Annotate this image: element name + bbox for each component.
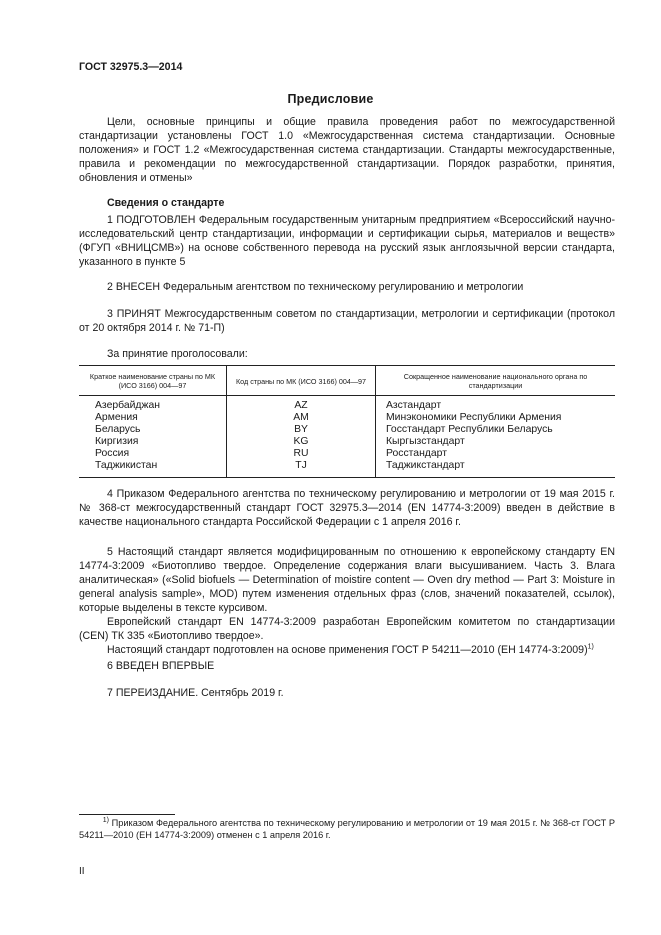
table-header-row (79, 366, 615, 396)
table-cell-body: Таджикстандарт (376, 460, 616, 478)
table-cell-country: Азербайджан (95, 400, 160, 411)
table-row (79, 396, 615, 413)
table-cell-code: BY (227, 424, 376, 436)
table-row (79, 460, 615, 478)
table-header-code: Код страны по МК (ИСО 3166) 004—97 (227, 366, 376, 396)
table-cell-country: Армения (95, 412, 138, 423)
item-3-text: 3 ПРИНЯТ Межгосударственным советом по стандартизации, метрологии и сертификации (протокол от 20 октября 2014 г. № 71-П) (79, 308, 615, 334)
table-cell-code: AM (227, 412, 376, 424)
table-cell-body: Азстандарт (386, 400, 442, 411)
item-1 (79, 213, 615, 269)
voting-table (79, 365, 615, 478)
table-cell-country: Беларусь (95, 424, 141, 435)
table-header-country: Краткое наименование страны по МК (ИСО 3166) 004—97 (79, 366, 227, 396)
item-1-text: 1 ПОДГОТОВЛЕН Федеральным государственным унитарным предприятием «Всероссийский научно-исследовательский центр стандартизации, информации и сертификации сырья, материалов и веществ» (ФГУП «ВНИЦСМВ») на основе собственного перевода на русский язык англоязычной версии стандарта, указанного в пункте 5 (79, 214, 615, 268)
table-cell-country: Киргизия (95, 436, 139, 447)
footnote-marker: 1) (102, 816, 109, 824)
table-row (79, 448, 615, 460)
section-heading: Сведения о стандарте (107, 197, 225, 209)
item-7-text: 7 ПЕРЕИЗДАНИЕ. Сентябрь 2019 г. (107, 687, 284, 699)
table-row (79, 424, 615, 436)
footnote (79, 817, 615, 841)
item-4 (79, 487, 615, 529)
voted-text: За принятие проголосовали: (107, 348, 248, 360)
item-6 (79, 659, 615, 673)
table-header-body: Сокращенное наименование национального органа по стандартизации (376, 366, 616, 396)
item-5-text: 5 Настоящий стандарт является модифицированным по отношению к европейскому стандарту EN 14774-3:2009 «Биотопливо твердое. Определение содержания влаги высушиванием. Часть 3. Влага аналитическая» («Solid biofuels — Determination of moistire content — Oven dry method — Part 3: Moisture in general analysis sample», MOD) путем изменения отдельных фраз (слов, значений показателей, ссылок), которые выделены в тексте курсивом. (79, 546, 615, 614)
footnote-divider (79, 814, 175, 815)
table-cell-code: RU (227, 448, 376, 460)
table-cell-body: Кыргызстандарт (386, 436, 465, 447)
footnote-ref: 1) (587, 643, 594, 651)
footnote-text: Приказом Федерального агентства по техническому регулированию и метрологии от 19 мая 2015 г. № 368-ст ГОСТ Р 54211—2010 (ЕН 14774-3:2009) отменен с 1 апреля 2016 г. (79, 818, 615, 840)
item-5 (79, 545, 615, 657)
item-3 (79, 307, 615, 335)
item-2 (79, 280, 615, 294)
table-cell-body: Росстандарт (386, 448, 447, 459)
table-row (79, 436, 615, 448)
voted-line (79, 347, 615, 361)
item-5-european-text: Европейский стандарт EN 14774-3:2009 разработан Европейским комитетом по стандартизации (CEN) ТК 335 «Биотопливо твердое». (79, 616, 615, 642)
table-cell-code: AZ (227, 396, 376, 413)
item-4-text: 4 Приказом Федерального агентства по техническому регулированию и метрологии от 19 мая 2015 г. № 368-ст межгосударственный стандарт ГОСТ 32975.3—2014 (EN 14774-3:2009) введен в действие в качестве национального стандарта Российской Федерации с 1 апреля 2016 г. (79, 488, 615, 528)
item-5-basis (79, 643, 615, 657)
table-cell-body: Минэкономики Республики Армения (386, 412, 562, 423)
page-number: II (79, 866, 85, 877)
item-7 (79, 686, 615, 700)
item-6-text: 6 ВВЕДЕН ВПЕРВЫЕ (107, 660, 215, 672)
table-cell-code: KG (227, 436, 376, 448)
table-row (79, 412, 615, 424)
table-cell-body: Госстандарт Республики Беларусь (386, 424, 553, 435)
table-cell-code: TJ (227, 460, 376, 478)
page-title: Предисловие (287, 92, 374, 106)
footnote-indent (79, 817, 109, 829)
item-2-text: 2 ВНЕСЕН Федеральным агентством по техническому регулированию и метрологии (107, 281, 524, 293)
table-cell-country: Таджикистан (79, 460, 227, 478)
intro-block (79, 115, 615, 185)
intro-paragraph: Цели, основные принципы и общие правила проведения работ по межгосударственной стандартизации установлены ГОСТ 1.0 «Межгосударственная система стандартизации. Основные положения» и ГОСТ 1.2 «Межгосударственная система стандартизации. Стандарты межгосударственные, правила и рекомендации по межгосударственной стандартизации. Порядок разработки, принятия, обновления и отмены» (79, 116, 615, 184)
item-5-basis-text: Настоящий стандарт подготовлен на основе применения ГОСТ Р 54211—2010 (ЕН 14774-3:2009) (107, 644, 588, 656)
document-header: ГОСТ 32975.3—2014 (79, 61, 183, 73)
table-cell-country: Россия (95, 448, 130, 459)
